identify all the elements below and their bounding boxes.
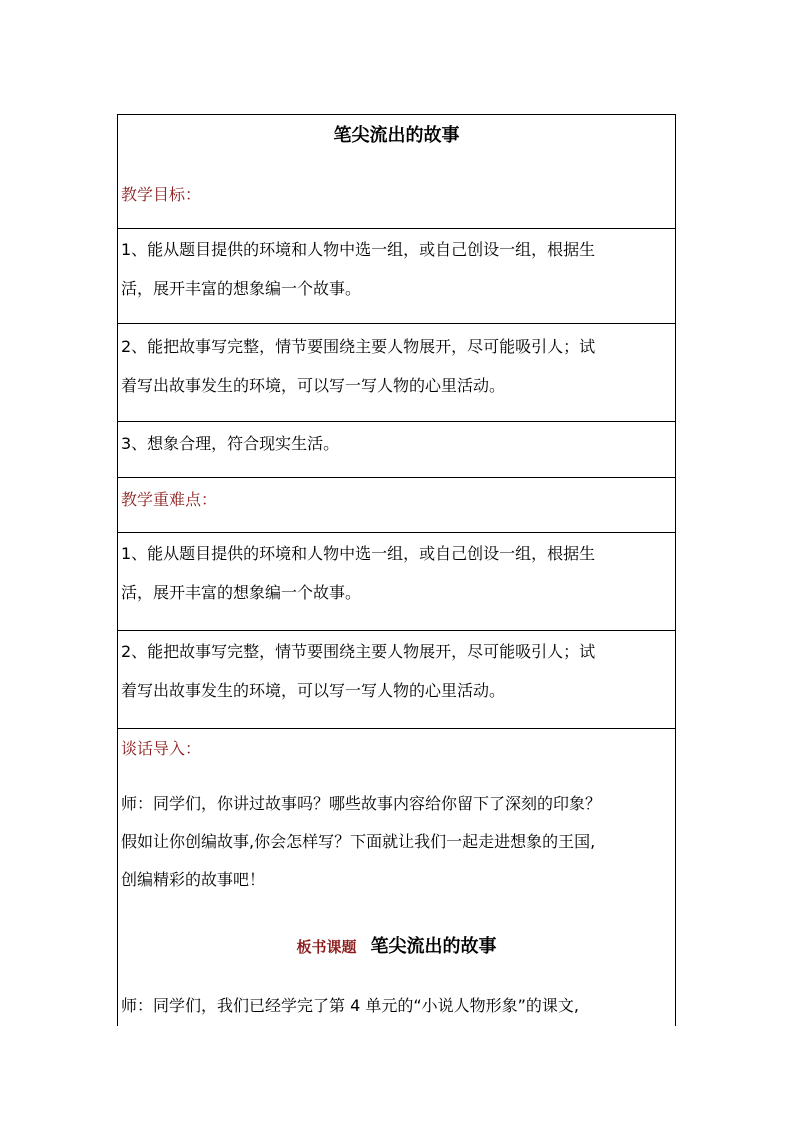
closing-paragraph xyxy=(121,996,673,1016)
objective-2-line-1: 2、能把故事写完整，情节要围绕主要人物展开，尽可能吸引人；试 xyxy=(121,337,596,356)
row-divider xyxy=(117,421,676,422)
intro-line-3: 创编精彩的故事吧！ xyxy=(121,870,266,889)
objectives-label: 教学目标： xyxy=(121,185,202,204)
keypoint-item-2 xyxy=(121,642,673,701)
intro-paragraph xyxy=(121,794,673,890)
keypoint-2-line-2: 着写出故事发生的环境，可以写一写人物的心里活动。 xyxy=(121,681,506,700)
row-divider xyxy=(117,477,676,478)
closing-line-1: 师：同学们，我们已经学完了第 4 单元的“小说人物形象”的课文, xyxy=(121,996,580,1015)
intro-line-2: 假如让你创编故事,你会怎样写？下面就让我们一起走进想象的王国, xyxy=(121,832,596,851)
keypoint-1-line-2: 活，展开丰富的想象编一个故事。 xyxy=(121,583,362,602)
row-divider xyxy=(117,228,676,229)
objective-2-line-2: 着写出故事发生的环境，可以写一写人物的心里活动。 xyxy=(121,376,506,395)
objective-item-1 xyxy=(121,240,673,299)
keypoint-2-line-1: 2、能把故事写完整，情节要围绕主要人物展开，尽可能吸引人；试 xyxy=(121,642,596,661)
keypoints-label: 教学重难点： xyxy=(121,490,218,509)
keypoint-1-line-1: 1、能从题目提供的环境和人物中选一组，或自己创设一组，根据生 xyxy=(121,544,596,563)
objective-3-line-1: 3、想象合理，符合现实生活。 xyxy=(121,434,340,453)
objective-item-2 xyxy=(121,337,673,396)
intro-line-1: 师：同学们，你讲过故事吗？哪些故事内容给你留下了深刻的印象？ xyxy=(121,794,602,813)
document-title: 笔尖流出的故事 xyxy=(333,125,460,146)
row-divider xyxy=(117,728,676,729)
objective-1-line-1: 1、能从题目提供的环境和人物中选一组，或自己创设一组，根据生 xyxy=(121,240,596,259)
row-divider xyxy=(117,630,676,631)
board-label: 板书课题 xyxy=(296,938,357,956)
objective-item-3 xyxy=(121,434,673,454)
board-title: 笔尖流出的故事 xyxy=(370,936,497,957)
objective-1-line-2: 活，展开丰富的想象编一个故事。 xyxy=(121,279,362,298)
board-heading xyxy=(117,936,676,958)
intro-label: 谈话导入： xyxy=(121,739,202,758)
row-divider xyxy=(117,323,676,324)
row-divider xyxy=(117,532,676,533)
keypoint-item-1 xyxy=(121,544,673,603)
